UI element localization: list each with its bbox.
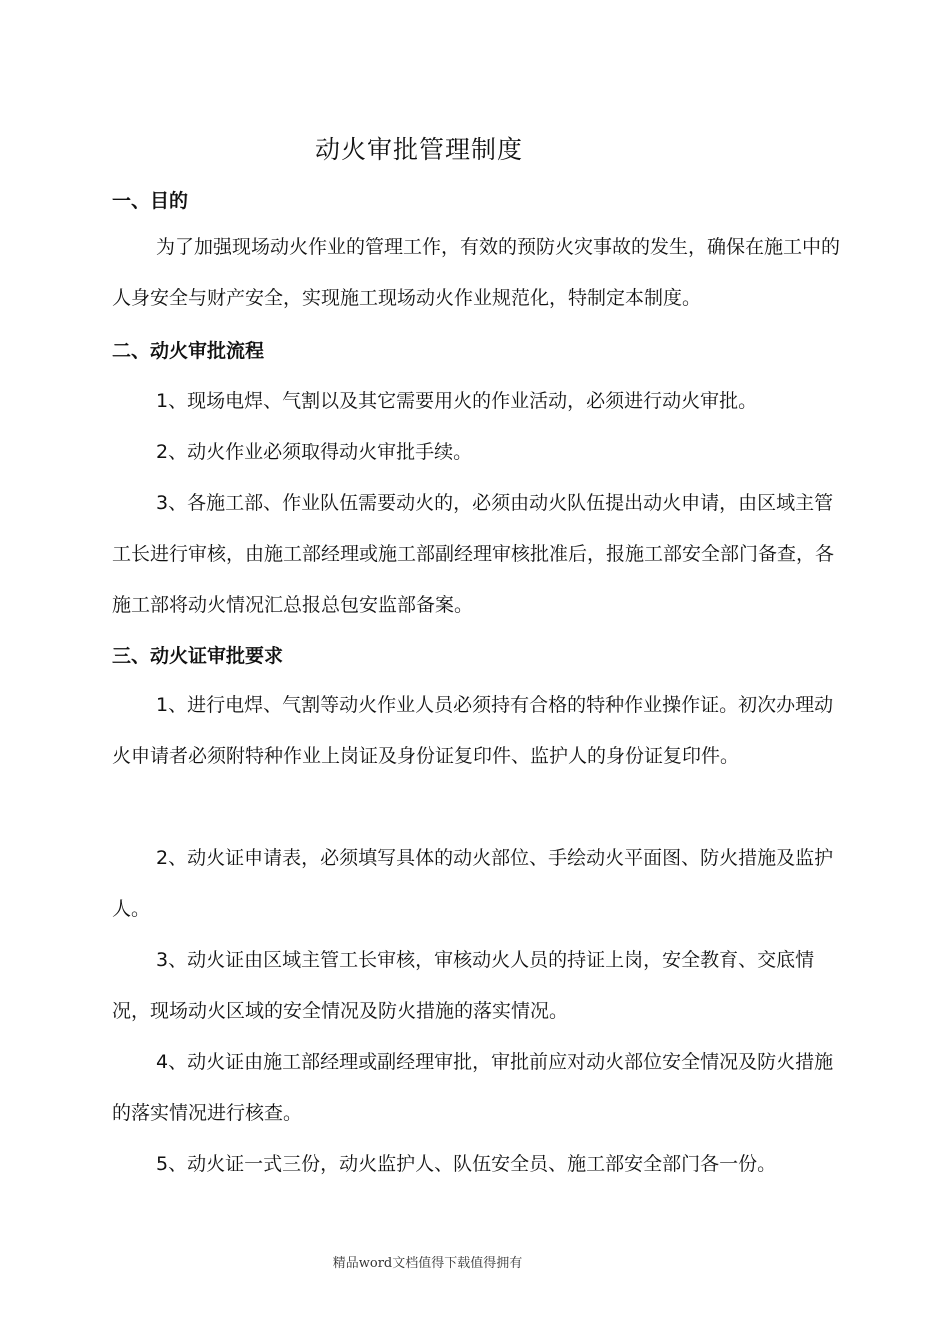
paragraph-process-2: 2、动火作业必须取得动火审批手续。 (156, 441, 473, 463)
document-title: 动火审批管理制度 (314, 135, 523, 164)
page-footer: 精品word文档值得下载值得拥有 (332, 1256, 523, 1271)
section-heading-permit-requirements: 三、动火证审批要求 (112, 645, 284, 667)
paragraph-requirement-5: 5、动火证一式三份，动火监护人、队伍安全员、施工部安全部门各一份。 (156, 1153, 777, 1175)
paragraph-requirement-3: 3、动火证由区域主管工长审核，审核动火人员的持证上岗，安全教育、交底情况，现场动火区域的安全情况及防火措施的落实情况。 (112, 949, 815, 1022)
paragraph-requirement-2: 2、动火证申请表，必须填写具体的动火部位、手绘动火平面图、防火措施及监护人。 (112, 847, 834, 920)
section-heading-purpose: 一、目的 (112, 190, 189, 212)
paragraph-purpose: 为了加强现场动火作业的管理工作，有效的预防火灾事故的发生，确保在施工中的人身安全与财产安全，实现施工现场动火作业规范化，特制定本制度。 (112, 236, 841, 309)
section-heading-approval-process: 二、动火审批流程 (112, 340, 265, 362)
paragraph-requirement-1: 1、进行电焊、气割等动火作业人员必须持有合格的特种作业操作证。初次办理动火申请者必须附特种作业上岗证及身份证复印件、监护人的身份证复印件。 (112, 694, 834, 767)
paragraph-process-3: 3、各施工部、作业队伍需要动火的，必须由动火队伍提出动火申请，由区域主管工长进行审核，由施工部经理或施工部副经理审核批准后，报施工部安全部门备查，各施工部将动火情况汇总报总包安监部备案。 (112, 492, 835, 616)
paragraph-process-1: 1、现场电焊、气割以及其它需要用火的作业活动，必须进行动火审批。 (156, 390, 758, 412)
paragraph-requirement-4: 4、动火证由施工部经理或副经理审批，审批前应对动火部位安全情况及防火措施的落实情况进行核查。 (112, 1051, 834, 1124)
